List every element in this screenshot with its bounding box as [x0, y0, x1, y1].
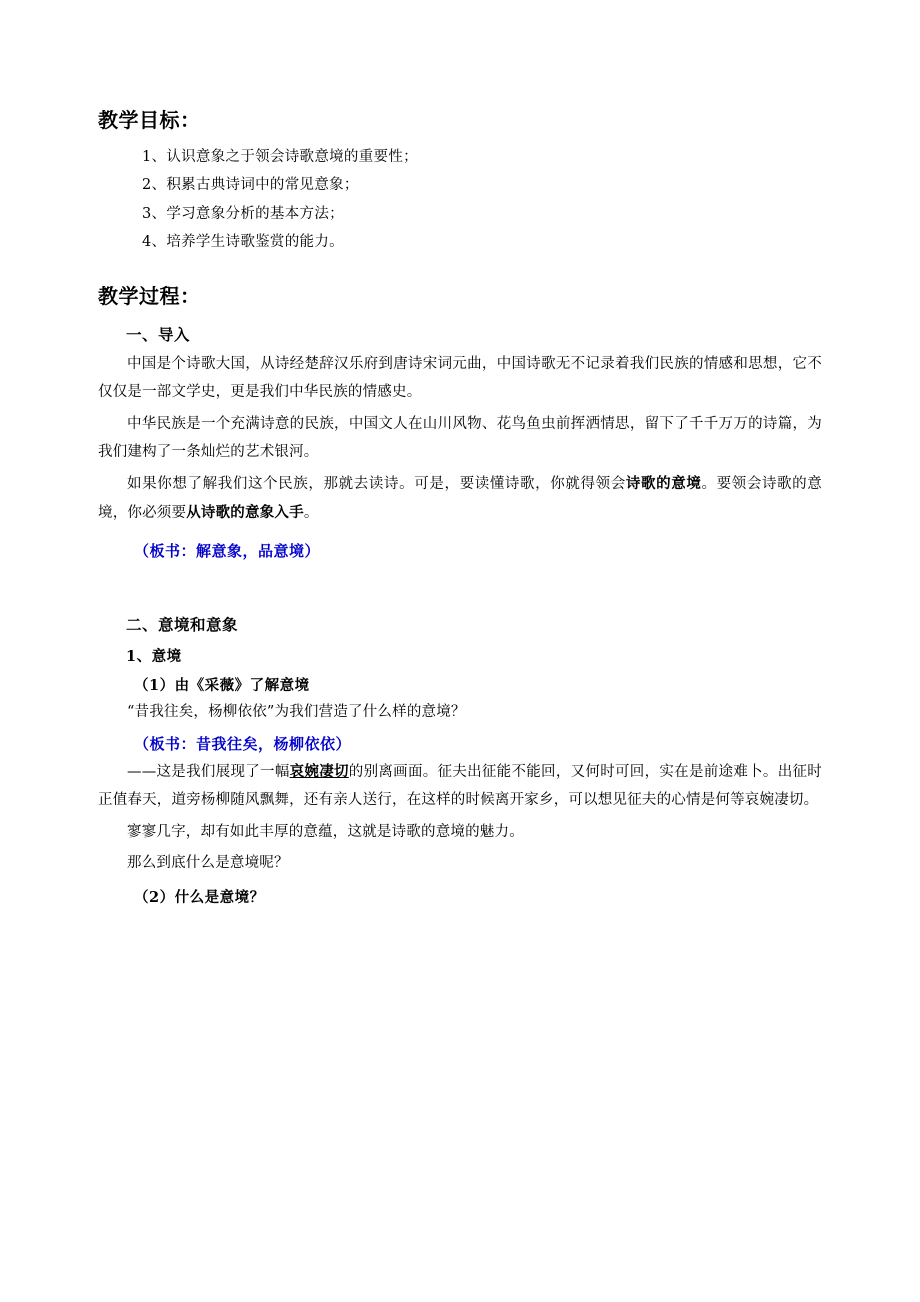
- paragraph-intro-3-part-e: 。: [303, 505, 319, 522]
- paragraph-explanation: [98, 758, 822, 815]
- heading-part-one: 一、导入: [126, 325, 191, 345]
- paragraph-intro-1: 中国是个诗歌大国，从诗经楚辞汉乐府到唐诗宋词元曲，中国诗歌无不记录着我们民族的情感和思想，它不仅仅是一部文学史，更是我们中华民族的情感史。: [98, 356, 822, 400]
- spacer: [98, 573, 822, 599]
- paragraph-intro-3-part-a: 如果你想了解我们这个民族，那就去读诗。可是，要读懂诗歌，你就得领会: [127, 476, 626, 493]
- paragraph-explanation-part-c: 的别离画面。征夫出征能不能回，又何时可回，实在是前途难卜。出征时正值春天，道旁杨柳随风飘舞，还有亲人送行，在这样的时候离开家乡，可以想见征夫的心情是何等哀婉凄切。: [98, 763, 822, 808]
- heading-teaching-process: 教学过程：: [98, 284, 201, 309]
- objective-item: 3、学习意象分析的基本方法；: [142, 205, 344, 222]
- emphasis-start-from-imagery: 从诗歌的意象入手: [186, 504, 304, 522]
- board-note-1: （板书：解意象，品意境）: [134, 542, 321, 561]
- objective-item: 2、积累古典诗词中的常见意象；: [142, 177, 359, 194]
- paragraph-explanation-part-a: ——这是我们展现了一幅: [127, 763, 290, 780]
- board-note-2: （板书：昔我往矣，杨柳依依）: [134, 734, 352, 753]
- paragraph-question: 那么到底什么是意境呢？: [127, 855, 289, 872]
- heading-teaching-objectives: 教学目标：: [98, 108, 201, 132]
- emphasis-poetic-mood: 诗歌的意境: [625, 475, 702, 493]
- heading-sub-1-1: （1）由《采薇》了解意境: [134, 677, 310, 695]
- paragraph-intro-2: 中华民族是一个充满诗意的民族，中国文人在山川风物、花鸟鱼虫前挥洒情思，留下了千千万万的诗篇，为我们建构了一条灿烂的艺术银河。: [98, 415, 822, 460]
- paragraph-charm: 寥寥几字，却有如此丰厚的意蕴，这就是诗歌的意境的魅力。: [127, 823, 524, 840]
- paragraph-quote-question: “昔我往矣，杨柳依依”为我们营造了什么样的意境？: [127, 704, 466, 721]
- heading-sub-1-2: （2）什么是意境？: [134, 889, 265, 907]
- heading-sub-1: 1、意境: [126, 648, 182, 666]
- paragraph-intro-3-part-c: 。要领会诗歌的意境，你必须要: [98, 476, 822, 522]
- paragraph-intro-3: [98, 470, 822, 528]
- objective-item: 4、培养学生诗歌鉴赏的能力。: [142, 233, 344, 250]
- emphasis-sorrowful: 哀婉凄切: [289, 762, 349, 780]
- objective-item: 1、认识意象之于领会诗歌意境的重要性；: [142, 149, 418, 165]
- heading-part-two: 二、意境和意象: [126, 615, 239, 635]
